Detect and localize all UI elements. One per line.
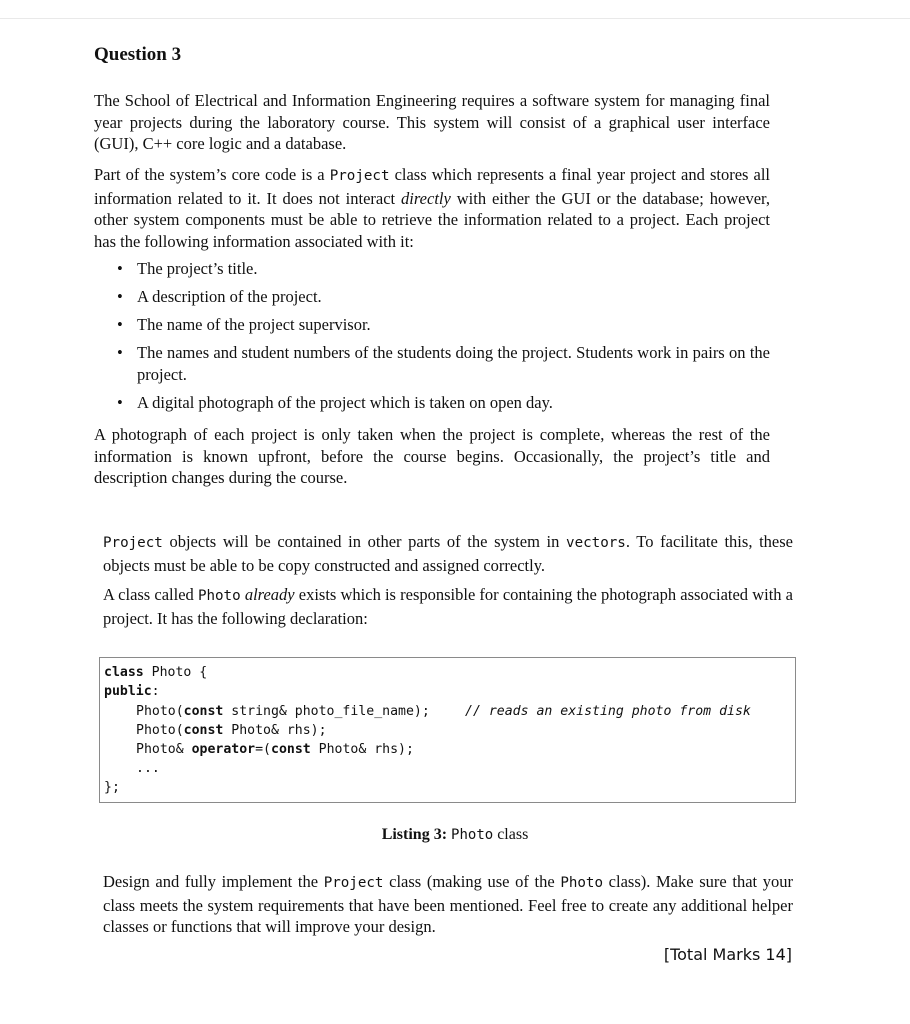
- code-line: public:: [104, 684, 160, 699]
- code-line: Photo(const Photo& rhs);: [136, 723, 327, 738]
- total-marks: [Total Marks 14]: [663, 945, 792, 964]
- question-title: Question 3: [94, 44, 182, 65]
- code-line: Photo& operator=(const Photo& rhs);: [136, 742, 414, 757]
- bullet-icon: •: [117, 287, 123, 306]
- code-project: Project: [329, 168, 390, 184]
- bullet-icon: •: [117, 392, 123, 412]
- code-listing: [99, 657, 796, 803]
- code-comment: // reads an existing photo from disk: [465, 704, 751, 719]
- list-item: • A digital photograph of the project which is taken on open day.: [117, 392, 553, 412]
- photo-class-paragraph: A class called Photo already exists which is responsible for containing the photograph associated with a project. It has the following declaration:: [103, 585, 794, 628]
- bullet-icon: •: [117, 259, 123, 278]
- bullet-icon: •: [117, 315, 123, 334]
- code-line: ...: [136, 761, 160, 776]
- project-info-list: [114, 258, 770, 420]
- code-line: Photo(const string& photo_file_name);: [136, 704, 430, 719]
- code-line: class Photo {: [104, 665, 208, 680]
- photograph-paragraph: A photograph of each project is only taken when the project is complete, whereas the rest of the information is known upfront, before the course begins. Occasionally, the project’s title and description changes during the course.: [94, 425, 770, 487]
- vectors-paragraph: Project objects will be contained in other parts of the system in vectors. To facilitate this, these objects must be able to be copy constructed and assigned correctly.: [103, 532, 793, 575]
- task-paragraph: Design and fully implement the Project class (making use of the Photo class). Make sure that your class meets the system requirements that have been mentioned. Feel free to create any additional helper classes or functions that will improve your design.: [103, 872, 793, 936]
- code-line: };: [104, 780, 120, 795]
- page-top-divider: [0, 18, 910, 19]
- intro-paragraph: The School of Electrical and Information Engineering requires a software system for managing final year projects during the laboratory course. This system will consist of a graphical user interface (GUI), C++ core logic and a database.: [94, 91, 770, 153]
- list-item: • The project’s title.: [117, 259, 258, 278]
- list-item: • A description of the project.: [117, 287, 322, 306]
- project-class-paragraph: Part of the system’s core code is a Project class which represents a final year project and stores all information related to it. It does not interact directly with either the GUI or the database; however, other system components must be able to retrieve the information related to a project. Each project has the following information associated with it:: [94, 165, 770, 251]
- list-item: • The names and student numbers of the students doing the project. Students work in pairs on the project.: [117, 343, 770, 384]
- listing-caption: Listing 3: Photo class: [381, 826, 529, 843]
- bullet-icon: •: [117, 343, 123, 362]
- list-item: • The name of the project supervisor.: [117, 315, 371, 334]
